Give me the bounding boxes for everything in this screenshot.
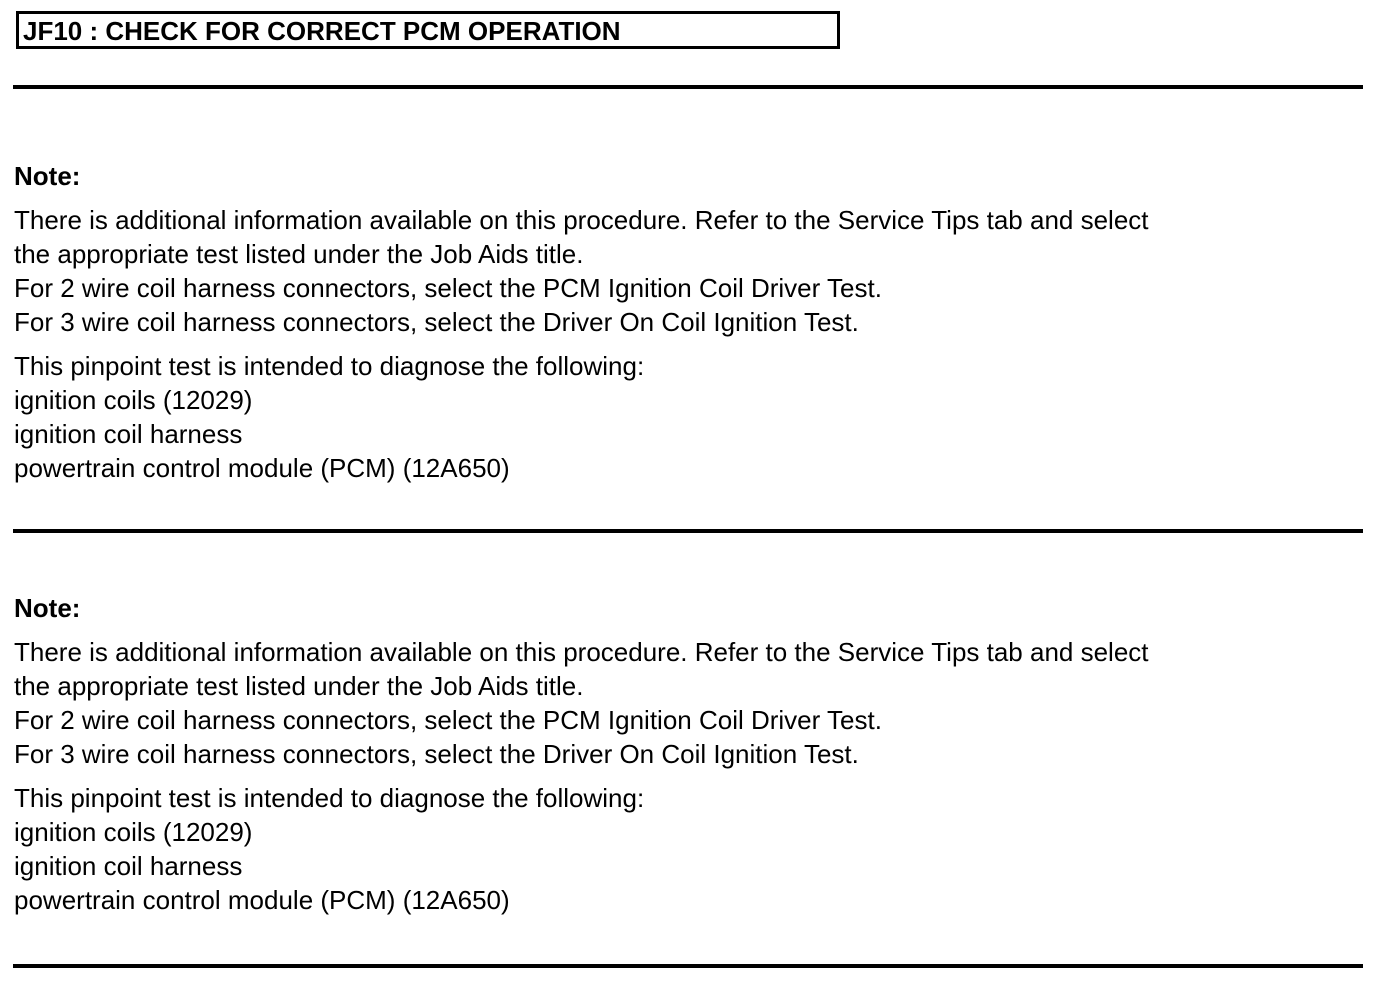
note-info-line: the appropriate test listed under the Job Aids title. <box>14 239 584 269</box>
procedure-title-box <box>16 11 840 49</box>
diagnose-intro: This pinpoint test is intended to diagnose the following: <box>14 351 645 381</box>
note-info <box>14 635 1364 771</box>
note-heading: Note: <box>14 593 81 623</box>
diagnose-item: powertrain control module (PCM) (12A650) <box>14 453 510 483</box>
note-info <box>14 203 1364 339</box>
procedure-title: JF10 : CHECK FOR CORRECT PCM OPERATION <box>23 16 621 46</box>
horizontal-divider <box>13 964 1363 968</box>
diagnose-intro: This pinpoint test is intended to diagnose the following: <box>14 783 645 813</box>
note-info-line: There is additional information available on this procedure. Refer to the Service Tips tab and select <box>14 637 1149 667</box>
diagnose-list <box>14 781 1364 917</box>
horizontal-divider <box>13 85 1363 89</box>
note-info-line: For 2 wire coil harness connectors, select the PCM Ignition Coil Driver Test. <box>14 705 882 735</box>
diagnose-item: ignition coils (12029) <box>14 817 253 847</box>
diagnose-list <box>14 349 1364 485</box>
note-section <box>14 591 1364 917</box>
note-info-line: For 3 wire coil harness connectors, select the Driver On Coil Ignition Test. <box>14 307 859 337</box>
note-info-line: For 3 wire coil harness connectors, select the Driver On Coil Ignition Test. <box>14 739 859 769</box>
note-info-line: There is additional information available on this procedure. Refer to the Service Tips tab and select <box>14 205 1149 235</box>
diagnose-item: ignition coils (12029) <box>14 385 253 415</box>
diagnose-item: ignition coil harness <box>14 851 243 881</box>
diagnose-item: ignition coil harness <box>14 419 243 449</box>
note-info-line: the appropriate test listed under the Job Aids title. <box>14 671 584 701</box>
note-info-line: For 2 wire coil harness connectors, select the PCM Ignition Coil Driver Test. <box>14 273 882 303</box>
horizontal-divider <box>13 529 1363 533</box>
note-heading: Note: <box>14 161 81 191</box>
note-section <box>14 159 1364 485</box>
diagnose-item: powertrain control module (PCM) (12A650) <box>14 885 510 915</box>
